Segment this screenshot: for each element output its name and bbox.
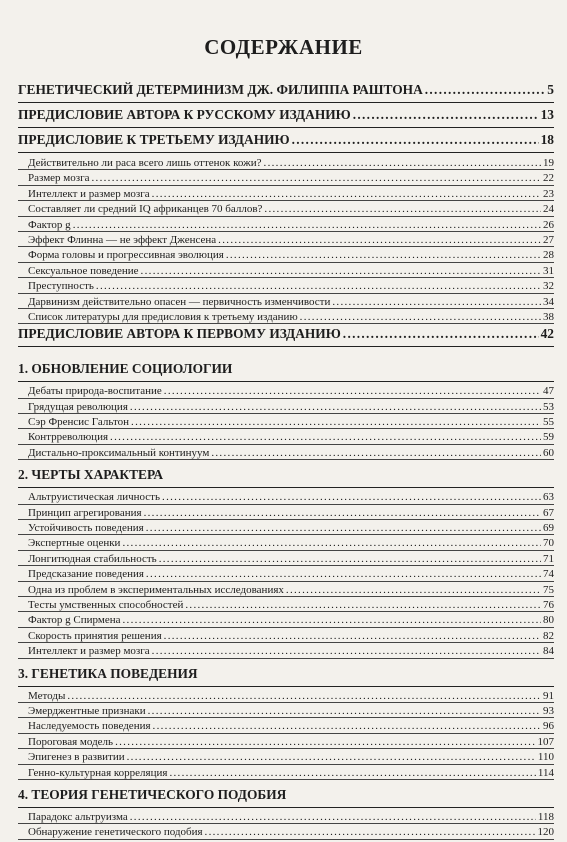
toc-entry-page: 53 [543,400,554,413]
toc-entry-label: Интеллект и размер мозга [28,645,150,658]
toc-entry-label: Список литературы для предисловия к третьему изданию [28,310,298,323]
toc-entry-preface[interactable] [18,132,554,153]
toc-entry-page: 67 [543,506,554,519]
toc-entry-page: 34 [543,295,554,308]
toc-subentry[interactable] [18,584,554,597]
toc-subentry[interactable] [18,491,554,504]
toc-entry-page: 55 [543,416,554,429]
toc-entry-page: 27 [543,233,554,246]
leader-dots [148,705,541,717]
toc-subentry[interactable] [18,296,554,309]
toc-entry-page: 60 [543,446,554,459]
toc-subentry[interactable] [18,568,554,581]
leader-dots [110,431,541,443]
toc-entry-label: Устойчивость поведения [28,522,144,535]
toc-entry-page: 114 [537,766,554,779]
leader-dots [152,645,541,657]
leader-dots [96,280,541,292]
toc-entry-label: Составляет ли средний IQ африканцев 70 баллов? [28,203,263,216]
leader-dots [162,491,541,503]
toc-entry-preface[interactable] [18,82,554,103]
toc-entry-label: Действительно ли раса всего лишь оттенок кожи? [28,157,262,169]
chapter-heading[interactable]: 3. ГЕНЕТИКА ПОВЕДЕНИЯ [18,666,554,687]
toc-subentry[interactable] [18,614,554,627]
toc-entry-page: 118 [537,810,554,823]
leader-dots [353,107,539,123]
toc-subentry[interactable] [18,645,554,658]
toc-entry-label: Фактор g Спирмена [28,614,121,627]
toc-entry-page: 26 [543,218,554,231]
toc-subentry[interactable] [18,311,554,324]
chapters-list [18,361,554,839]
toc-entry-page: 38 [543,310,554,323]
toc-entry-label: Дистально-проксимальный континуум [28,446,210,459]
toc-subentry[interactable] [18,280,554,293]
toc-subentry[interactable] [18,690,554,703]
toc-entry-label: Альтруистическая личность [28,491,161,504]
toc-entry-page: 110 [537,751,554,764]
toc-entry-first-edition[interactable] [18,326,554,347]
toc-subentry[interactable] [18,265,554,278]
page-title: СОДЕРЖАНИЕ [204,35,363,59]
toc-entry-label: Предсказание поведения [28,568,144,581]
leader-dots [146,522,541,534]
leader-dots [226,249,541,261]
toc-entry-label: Преступность [28,280,94,293]
toc-entry-label: Парадокс альтруизма [28,810,128,823]
toc-entry-page: 32 [543,280,554,293]
toc-subentry[interactable] [18,203,554,216]
toc-subentry[interactable] [18,249,554,262]
leader-dots [91,172,541,184]
toc-entry-label: Методы [28,689,66,702]
chapter-heading[interactable]: 4. ТЕОРИЯ ГЕНЕТИЧЕСКОГО ПОДОБИЯ [18,787,554,808]
toc-entry-page: 18 [540,132,554,147]
toc-subentry[interactable] [18,553,554,566]
toc-subentry[interactable] [18,720,554,733]
toc-subentry[interactable] [18,401,554,414]
toc-entry-label: Дарвинизм действительно опасен — первичность изменчивости [28,295,331,308]
toc-subentry[interactable] [18,234,554,247]
toc-entry-page: 69 [543,522,554,535]
toc-subentry[interactable] [18,630,554,643]
toc-entry-page: 93 [543,704,554,717]
toc-subentry[interactable] [18,522,554,535]
toc-subentry[interactable] [18,826,554,839]
toc-subentry[interactable] [18,157,554,170]
toc-entry-page: 23 [543,187,554,200]
toc-entry-label: Одна из проблем в экспериментальных исследованиях [28,583,284,596]
leader-dots [123,614,542,626]
toc-subentry[interactable] [18,188,554,201]
toc-entry-page: 91 [543,689,554,702]
toc-entry-label: Контрреволюция [28,431,109,444]
leader-dots [153,720,541,732]
toc-entry-page: 74 [543,568,554,581]
leader-dots [164,385,541,397]
toc-entry-page: 71 [543,552,554,565]
toc-entry-label: Наследуемость поведения [28,720,151,733]
toc-entry-label: Принцип агрегирования [28,506,142,519]
toc-entry-label: Дебаты природа-воспитание [28,385,162,398]
toc-subentry[interactable] [18,507,554,520]
toc-entry-page: 96 [543,720,554,733]
leader-dots [127,751,536,763]
toc-subentry[interactable] [18,751,554,764]
toc-entry-label: Сексуальное поведение [28,264,139,277]
toc-entry-page: 63 [543,491,554,504]
leader-dots [159,553,541,565]
toc-subentry[interactable] [18,705,554,718]
toc-entry-page: 76 [543,598,554,611]
toc-entry-label: Интеллект и размер мозга [28,187,150,200]
third-edition-list [18,157,554,324]
toc-entry-page: 19 [543,157,554,169]
leader-dots [205,826,536,838]
toc-entry-label: ГЕНЕТИЧЕСКИЙ ДЕТЕРМИНИЗМ ДЖ. ФИЛИППА РАШТОНА [18,82,423,97]
toc-entry-page: 5 [547,82,554,97]
toc-subentry[interactable] [18,811,554,824]
toc-entry-label: Эффект Флинна — не эффект Дженсена [28,233,217,246]
toc-entry-page: 47 [543,385,554,398]
leader-dots [73,219,541,231]
toc-entry-label: Размер мозга [28,172,90,185]
leader-dots [67,690,541,702]
leader-dots [425,82,546,98]
toc-entry-page: 70 [543,537,554,550]
leader-dots [264,203,541,215]
toc-entry-label: Фактор g [28,218,71,231]
toc-entry-page: 13 [540,107,554,122]
leader-dots [286,584,541,596]
leader-dots [300,311,541,323]
leader-dots [130,401,541,413]
toc-entry-label: Эпигенез в развитии [28,751,125,764]
toc-subentry[interactable] [18,736,554,749]
toc-entry-page: 82 [543,629,554,642]
toc-subentry[interactable] [18,431,554,444]
leader-dots [141,265,541,277]
toc-entry-label: Генно-культурная корреляция [28,766,168,779]
toc-entry-label: Обнаружение генетического подобия [28,826,203,839]
leader-dots [146,568,541,580]
leader-dots [292,132,539,148]
toc-entry-page: 84 [543,645,554,658]
leader-dots [332,296,541,308]
leader-dots [169,767,535,779]
toc-entry-page: 107 [537,735,554,748]
leader-dots [185,599,541,611]
toc-entry-label: Грядущая революция [28,400,128,413]
leader-dots [144,507,541,519]
toc-entry-page: 120 [537,826,554,839]
preface-list [18,82,554,153]
toc-entry-page: 80 [543,614,554,627]
chapter-heading[interactable]: 1. ОБНОВЛЕНИЕ СОЦИОЛОГИИ [18,361,554,382]
toc-entry-label: Тесты умственных способностей [28,598,184,611]
leader-dots [131,416,541,428]
toc-subentry[interactable] [18,447,554,460]
toc-subentry[interactable] [18,416,554,429]
leader-dots [122,537,541,549]
toc-entry-label: Лонгитюдная стабильность [28,552,157,565]
leader-dots [130,811,536,823]
toc-subentry[interactable] [18,767,554,780]
toc-entry-page: 24 [543,203,554,216]
toc-entry-label: ПРЕДИСЛОВИЕ АВТОРА К ПЕРВОМУ ИЗДАНИЮ [18,326,341,342]
leader-dots [343,326,539,342]
leader-dots [164,630,541,642]
leader-dots [152,188,541,200]
toc-entry-page: 31 [543,264,554,277]
toc-subentry[interactable] [18,172,554,185]
toc-entry-label: Форма головы и прогрессивная эволюция [28,249,224,262]
toc-entry-label: Эмерджентные признаки [28,704,146,717]
chapter-heading[interactable]: 2. ЧЕРТЫ ХАРАКТЕРА [18,467,554,488]
toc-subentry[interactable] [18,537,554,550]
toc-entry-label: Пороговая модель [28,735,114,748]
toc-entry-label: Экспертные оценки [28,537,121,550]
leader-dots [211,447,541,459]
toc-entry-preface[interactable] [18,107,554,128]
toc-entry-page: 22 [543,172,554,185]
toc-entry-page: 75 [543,583,554,596]
toc-entry-label: Сэр Френсис Гальтон [28,416,130,429]
toc-entry-label: ПРЕДИСЛОВИЕ К ТРЕТЬЕМУ ИЗДАНИЮ [18,132,290,147]
toc-subentry[interactable] [18,599,554,612]
toc-entry-page: 59 [543,431,554,444]
leader-dots [218,234,541,246]
toc-subentry[interactable] [18,385,554,398]
toc-entry-page: 42 [540,326,554,342]
leader-dots [115,736,535,748]
toc-entry-label: ПРЕДИСЛОВИЕ АВТОРА К РУССКОМУ ИЗДАНИЮ [18,107,351,122]
leader-dots [264,157,541,169]
toc-subentry[interactable] [18,219,554,232]
table-of-contents [18,82,554,842]
toc-entry-label: Скорость принятия решения [28,629,162,642]
toc-entry-page: 28 [543,249,554,262]
